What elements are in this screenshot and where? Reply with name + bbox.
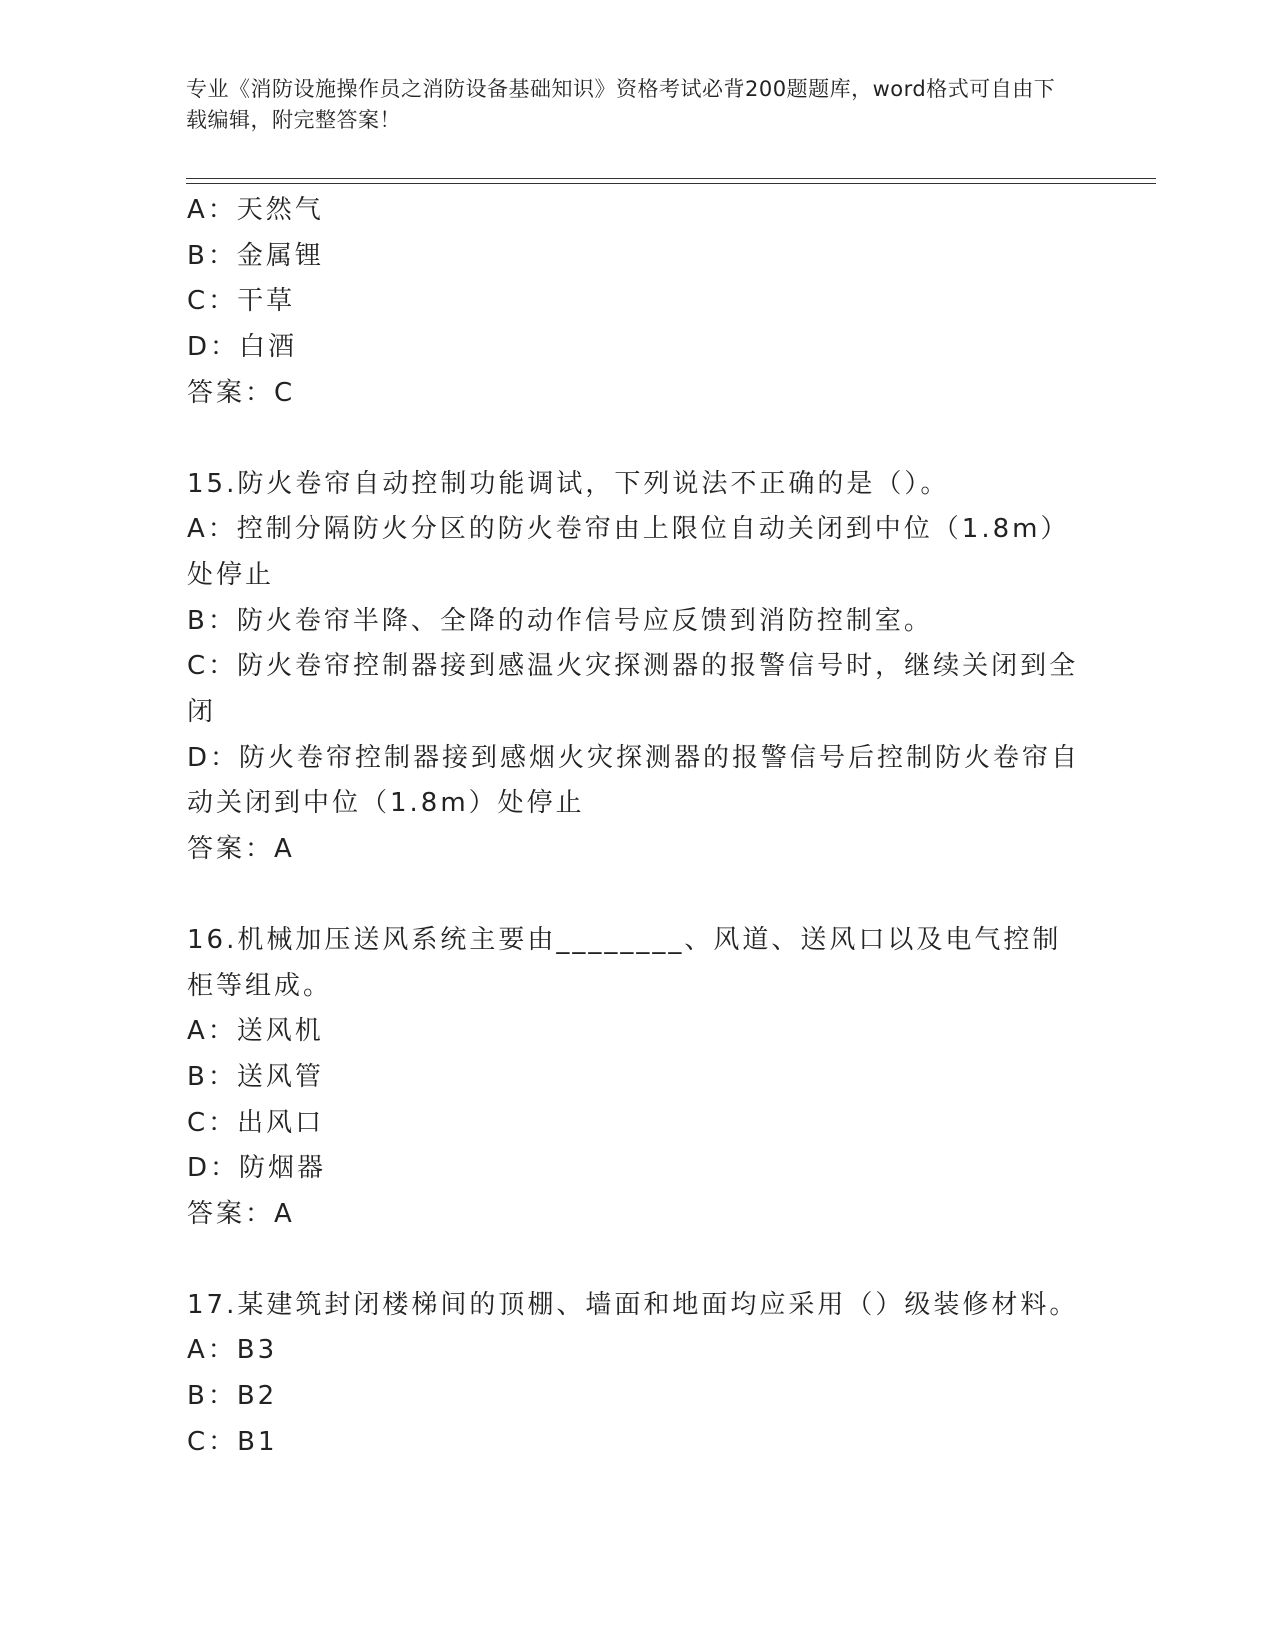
question-stem: 15.防火卷帘自动控制功能调试，下列说法不正确的是（）。 [187,468,950,499]
option-a: A：B3 [187,1335,278,1366]
question-number: 17. [187,1289,238,1320]
question-number: 15. [187,468,238,499]
question-17 [187,1283,1087,1466]
answer-line: 答案：A [187,834,295,865]
document-header: 专业《消防设施操作员之消防设备基础知识》资格考试必背200题题库，word格式可自由下载编辑，附完整答案！ [186,77,1056,132]
spacer [187,417,1087,462]
question-stem: 16.机械加压送风系统主要由________、风道、送风口以及电气控制柜等组成。 [187,924,1062,1001]
option-c: C：B1 [187,1426,278,1457]
option-a: A：送风机 [187,1016,324,1047]
option-d: D：防火卷帘控制器接到感烟火灾探测器的报警信号后控制防火卷帘自动关闭到中位（1.8m）处停止 [187,742,1081,819]
option-b: B：送风管 [187,1061,324,1092]
question-list [187,188,1087,1466]
option-b: B：防火卷帘半降、全降的动作信号应反馈到消防控制室。 [187,605,933,636]
question-15 [187,462,1087,873]
option-a: A：控制分隔防火分区的防火卷帘由上限位自动关闭到中位（1.8m）处停止 [187,514,1070,590]
question-14 [187,188,1087,417]
question-stem: 17.某建筑封闭楼梯间的顶棚、墙面和地面均应采用（）级装修材料。 [187,1289,1079,1320]
option-c: C：防火卷帘控制器接到感温火灾探测器的报警信号时，继续关闭到全闭 [187,651,1079,728]
answer-line: 答案：C [187,377,296,408]
option-c: C：出风口 [187,1107,325,1138]
option-a: A：天然气 [187,195,324,225]
option-d: D：防烟器 [187,1153,327,1184]
answer-line: 答案：A [187,1199,295,1230]
spacer [187,1238,1087,1283]
header-rule-thick [186,178,1156,179]
header-rule-thin [186,183,1156,184]
spacer [187,873,1087,918]
question-number: 16. [187,924,238,955]
option-d: D：白酒 [187,332,298,363]
option-b: B：金属锂 [187,240,324,271]
option-c: C：干草 [187,286,296,317]
option-b: B：B2 [187,1381,278,1412]
question-16 [187,918,1087,1238]
